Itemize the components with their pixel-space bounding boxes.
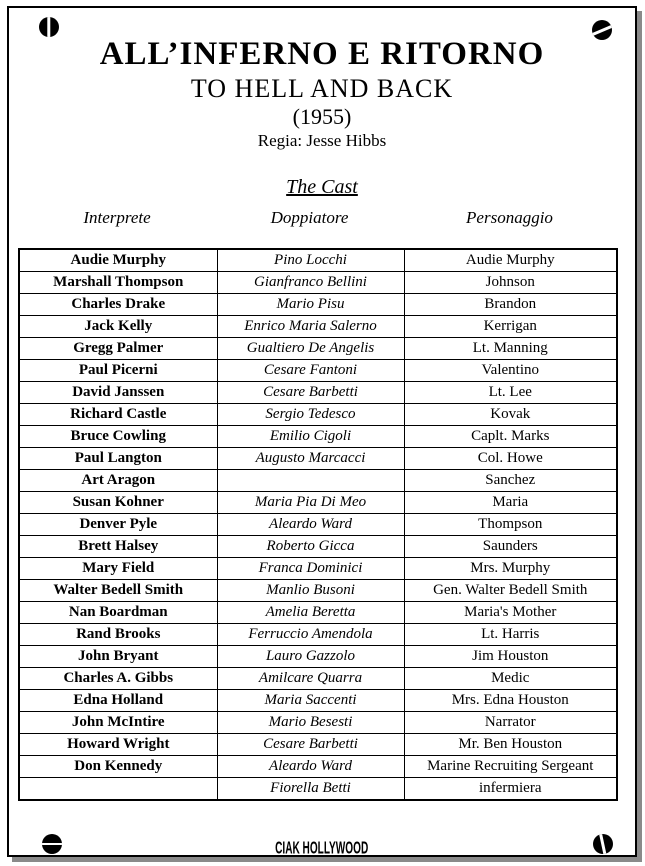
cell-personaggio: Mr. Ben Houston: [404, 734, 617, 756]
cell-interprete: Mary Field: [19, 558, 217, 580]
screw-top-left-icon: [39, 17, 59, 37]
cell-doppiatore: [217, 470, 404, 492]
cast-table: [18, 248, 618, 801]
table-row: [19, 690, 617, 712]
cell-doppiatore: Emilio Cigoli: [217, 426, 404, 448]
cell-doppiatore: Gualtiero De Angelis: [217, 338, 404, 360]
cell-interprete: Edna Holland: [19, 690, 217, 712]
cell-doppiatore: Maria Saccenti: [217, 690, 404, 712]
table-row: [19, 470, 617, 492]
cell-doppiatore: Enrico Maria Salerno: [217, 316, 404, 338]
cell-personaggio: Gen. Walter Bedell Smith: [404, 580, 617, 602]
table-row: [19, 404, 617, 426]
table-row: [19, 448, 617, 470]
table-row: [19, 294, 617, 316]
cell-interprete: Marshall Thompson: [19, 272, 217, 294]
table-row: [19, 492, 617, 514]
cell-personaggio: Narrator: [404, 712, 617, 734]
table-row: [19, 712, 617, 734]
cell-doppiatore: Aleardo Ward: [217, 756, 404, 778]
cell-doppiatore: Mario Pisu: [217, 294, 404, 316]
cell-interprete: John McIntire: [19, 712, 217, 734]
table-row: [19, 580, 617, 602]
cell-doppiatore: Amilcare Quarra: [217, 668, 404, 690]
cell-personaggio: Lt. Manning: [404, 338, 617, 360]
cell-interprete: [19, 778, 217, 801]
cell-interprete: Jack Kelly: [19, 316, 217, 338]
cell-personaggio: Mrs. Edna Houston: [404, 690, 617, 712]
cell-personaggio: Col. Howe: [404, 448, 617, 470]
cell-doppiatore: Lauro Gazzolo: [217, 646, 404, 668]
cell-personaggio: Kerrigan: [404, 316, 617, 338]
cell-doppiatore: Gianfranco Bellini: [217, 272, 404, 294]
table-row: [19, 602, 617, 624]
column-header-interprete: Interprete: [83, 208, 151, 227]
cell-personaggio: Kovak: [404, 404, 617, 426]
film-year: (1955): [292, 104, 352, 129]
cell-interprete: Susan Kohner: [19, 492, 217, 514]
table-column-headers: [18, 208, 616, 228]
cell-doppiatore: Aleardo Ward: [217, 514, 404, 536]
screw-slot: [592, 24, 612, 36]
cell-doppiatore: Sergio Tedesco: [217, 404, 404, 426]
cell-personaggio: Lt. Lee: [404, 382, 617, 404]
cell-interprete: Charles Drake: [19, 294, 217, 316]
cell-personaggio: Saunders: [404, 536, 617, 558]
table-row: [19, 272, 617, 294]
cell-doppiatore: Manlio Busoni: [217, 580, 404, 602]
table-row: [19, 778, 617, 801]
table-row: [19, 249, 617, 272]
cell-interprete: Denver Pyle: [19, 514, 217, 536]
cell-personaggio: Sanchez: [404, 470, 617, 492]
cell-doppiatore: Pino Locchi: [217, 249, 404, 272]
footer-logo: [9, 839, 635, 857]
cell-personaggio: Audie Murphy: [404, 249, 617, 272]
table-row: [19, 734, 617, 756]
cell-doppiatore: Augusto Marcacci: [217, 448, 404, 470]
cast-sheet-page: [7, 6, 637, 857]
page-subtitle: TO HELL AND BACK: [190, 74, 454, 103]
cell-interprete: Rand Brooks: [19, 624, 217, 646]
cell-interprete: Charles A. Gibbs: [19, 668, 217, 690]
table-row: [19, 624, 617, 646]
table-row: [19, 558, 617, 580]
cell-doppiatore: Fiorella Betti: [217, 778, 404, 801]
cell-interprete: John Bryant: [19, 646, 217, 668]
cell-interprete: Nan Boardman: [19, 602, 217, 624]
cell-doppiatore: Cesare Barbetti: [217, 382, 404, 404]
cell-interprete: Walter Bedell Smith: [19, 580, 217, 602]
cell-doppiatore: Maria Pia Di Meo: [217, 492, 404, 514]
cell-interprete: Don Kennedy: [19, 756, 217, 778]
table-row: [19, 360, 617, 382]
table-row: [19, 646, 617, 668]
cell-doppiatore: Mario Besesti: [217, 712, 404, 734]
cell-doppiatore: Franca Dominici: [217, 558, 404, 580]
table-row: [19, 756, 617, 778]
cell-personaggio: Mrs. Murphy: [404, 558, 617, 580]
table-row: [19, 426, 617, 448]
cell-doppiatore: Amelia Beretta: [217, 602, 404, 624]
table-row: [19, 668, 617, 690]
cell-personaggio: Thompson: [404, 514, 617, 536]
table-row: [19, 382, 617, 404]
cell-interprete: Brett Halsey: [19, 536, 217, 558]
cell-personaggio: Marine Recruiting Sergeant: [404, 756, 617, 778]
cell-interprete: Audie Murphy: [19, 249, 217, 272]
cell-personaggio: Maria: [404, 492, 617, 514]
table-row: [19, 536, 617, 558]
column-header-personaggio: Personaggio: [466, 208, 553, 227]
cell-interprete: David Janssen: [19, 382, 217, 404]
cell-interprete: Howard Wright: [19, 734, 217, 756]
cell-personaggio: infermiera: [404, 778, 617, 801]
cell-interprete: Art Aragon: [19, 470, 217, 492]
cell-interprete: Gregg Palmer: [19, 338, 217, 360]
cell-personaggio: Johnson: [404, 272, 617, 294]
cell-personaggio: Maria's Mother: [404, 602, 617, 624]
footer-logo-text: CIAK HOLLYWOOD: [275, 837, 369, 857]
cell-doppiatore: Cesare Fantoni: [217, 360, 404, 382]
director-credit: Regia: Jesse Hibbs: [257, 131, 387, 150]
cell-personaggio: Brandon: [404, 294, 617, 316]
cell-personaggio: Valentino: [404, 360, 617, 382]
cell-doppiatore: Cesare Barbetti: [217, 734, 404, 756]
section-title: [9, 176, 635, 199]
cell-personaggio: Medic: [404, 668, 617, 690]
section-title-text: The Cast: [286, 176, 358, 198]
screw-slot: [48, 17, 51, 37]
cell-doppiatore: Ferruccio Amendola: [217, 624, 404, 646]
table-row: [19, 338, 617, 360]
column-header-doppiatore: Doppiatore: [270, 208, 349, 227]
cell-interprete: Richard Castle: [19, 404, 217, 426]
table-row: [19, 514, 617, 536]
cell-personaggio: Lt. Harris: [404, 624, 617, 646]
cell-personaggio: Caplt. Marks: [404, 426, 617, 448]
cell-interprete: Paul Langton: [19, 448, 217, 470]
cast-table-body: [19, 249, 617, 800]
cell-doppiatore: Roberto Gicca: [217, 536, 404, 558]
table-row: [19, 316, 617, 338]
page-title: ALL’INFERNO E RITORNO: [99, 36, 545, 72]
cell-interprete: Bruce Cowling: [19, 426, 217, 448]
cell-personaggio: Jim Houston: [404, 646, 617, 668]
cell-interprete: Paul Picerni: [19, 360, 217, 382]
